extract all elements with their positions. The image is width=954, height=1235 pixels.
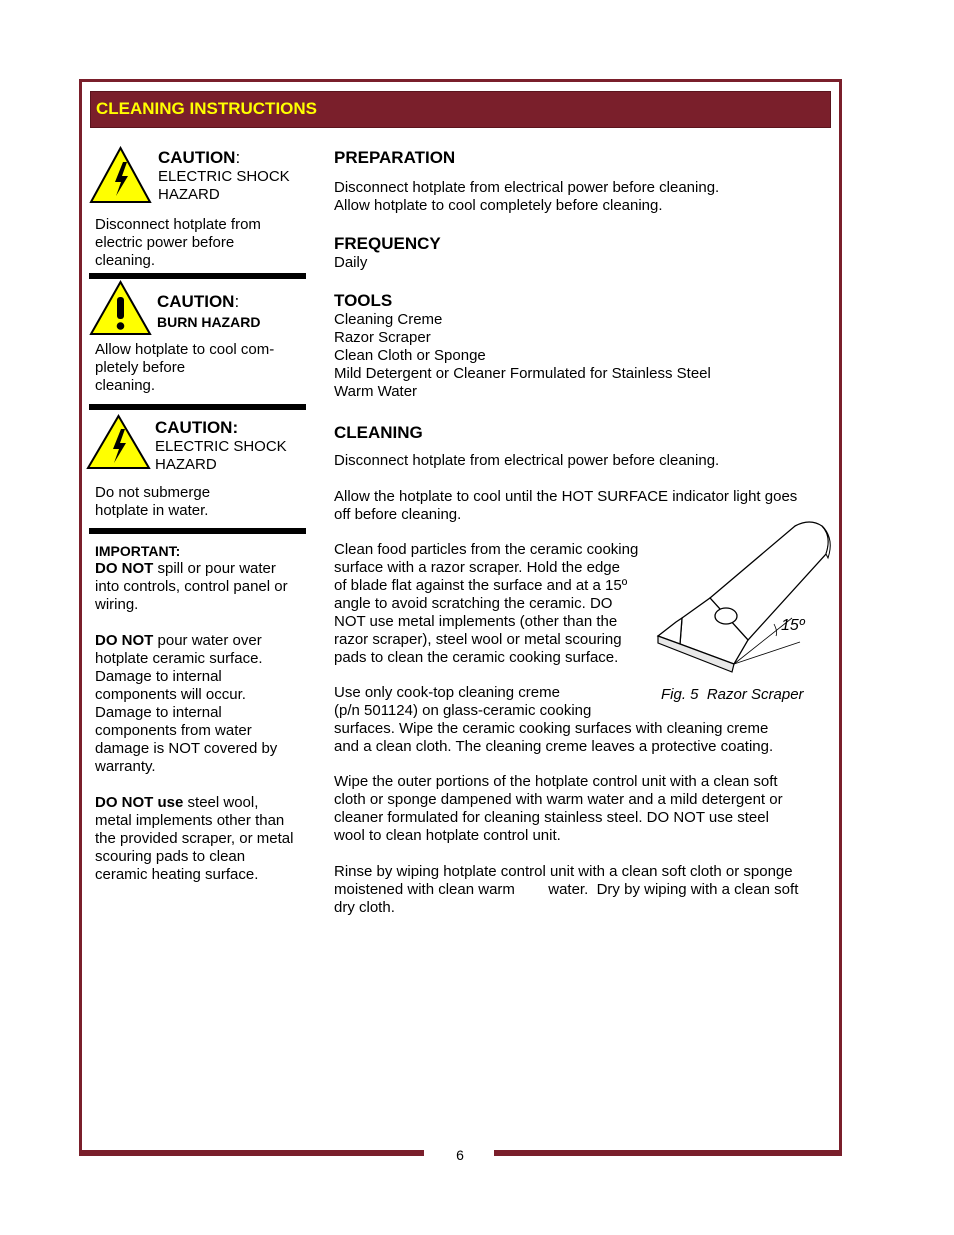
preparation-heading: PREPARATION (334, 148, 456, 167)
electric-shock-warning-icon (89, 146, 152, 204)
frequency-heading: FREQUENCY (334, 234, 441, 253)
cleaning-paragraph-6: Rinse by wiping hotplate control unit with a clean soft cloth or sponge moistened with clean warm water. Dry by wiping with a clean soft dry cloth. (334, 863, 799, 916)
angle-label: 15º (781, 617, 805, 634)
caution-title-3: CAUTION: (155, 418, 239, 437)
preparation-text: Disconnect hotplate from electrical power before cleaning. Allow hotplate to cool completely before cleaning. (334, 179, 720, 214)
caution-text-2: Allow hotplate to cool com- pletely before cleaning. (95, 341, 275, 394)
figure-caption: Fig. 5 Razor Scraper (661, 686, 804, 703)
tools-list: Cleaning Creme Razor Scraper Clean Cloth or Sponge Mild Detergent or Cleaner Formulated for Stainless Steel Warm Water (334, 311, 711, 400)
frequency-value: Daily (334, 254, 368, 271)
cleaning-paragraph-5: Wipe the outer portions of the hotplate control unit with a clean soft cloth or sponge dampened with warm water and a mild detergent or cleaner formulated for cleaning stainless steel. DO NOT use steel wool to clean hotplate control unit. (334, 773, 783, 844)
razor-scraper-illustration (650, 518, 835, 678)
caution-title-2: CAUTION: (157, 292, 240, 311)
separator-2 (89, 404, 306, 410)
caution-subtitle-3: ELECTRIC SHOCK HAZARD (155, 438, 287, 473)
burn-warning-icon (89, 280, 152, 336)
footer-rule-left (79, 1150, 424, 1156)
cleaning-paragraph-3: Clean food particles from the ceramic cooking surface with a razor scraper. Hold the edge of blade flat against the surface and at a 15º angle to avoid scratching the ceramic. DO NOT use metal implements (other than the razor scraper), steel wool or metal scouring pads to clean the ceramic cooking surface. (334, 541, 639, 666)
cleaning-heading: CLEANING (334, 423, 423, 442)
electric-shock-warning-icon (86, 414, 151, 470)
caution-text-3: Do not submerge hotplate in water. (95, 484, 211, 519)
cleaning-paragraph-2: Allow the hotplate to cool until the HOT SURFACE indicator light goes off before cleaning. (334, 488, 798, 523)
tools-heading: TOOLS (334, 291, 393, 310)
section-banner (90, 91, 831, 128)
caution-title-1: CAUTION: (158, 148, 241, 167)
important-notes: IMPORTANT: DO NOT spill or pour water into controls, control panel or wiring. DO NOT pour water over hotplate ceramic surface. Damage to internal components will occur. Damage to internal components from water damage is NOT covered by warranty. DO NOT use steel wool, metal implements other than the provided scraper, or metal scouring pads to clean ceramic heating surface. (95, 543, 294, 883)
caution-subtitle-1: ELECTRIC SHOCK HAZARD (158, 168, 290, 203)
page-number: 6 (456, 1147, 464, 1163)
section-title: CLEANING INSTRUCTIONS (96, 99, 317, 118)
caution-text-1: Disconnect hotplate from electric power before cleaning. (95, 216, 261, 269)
separator-1 (89, 273, 306, 279)
footer-rule-right (494, 1150, 842, 1156)
separator-3 (89, 528, 306, 534)
cleaning-paragraph-4: Use only cook-top cleaning creme (p/n 501124) on glass-ceramic cooking surfaces. Wipe the ceramic cooking surfaces with cleaning creme and a clean cloth. The cleaning creme leaves a protective coating. (334, 684, 774, 755)
caution-subtitle-2: BURN HAZARD (157, 314, 261, 330)
cleaning-paragraph-1: Disconnect hotplate from electrical power before cleaning. (334, 452, 720, 469)
